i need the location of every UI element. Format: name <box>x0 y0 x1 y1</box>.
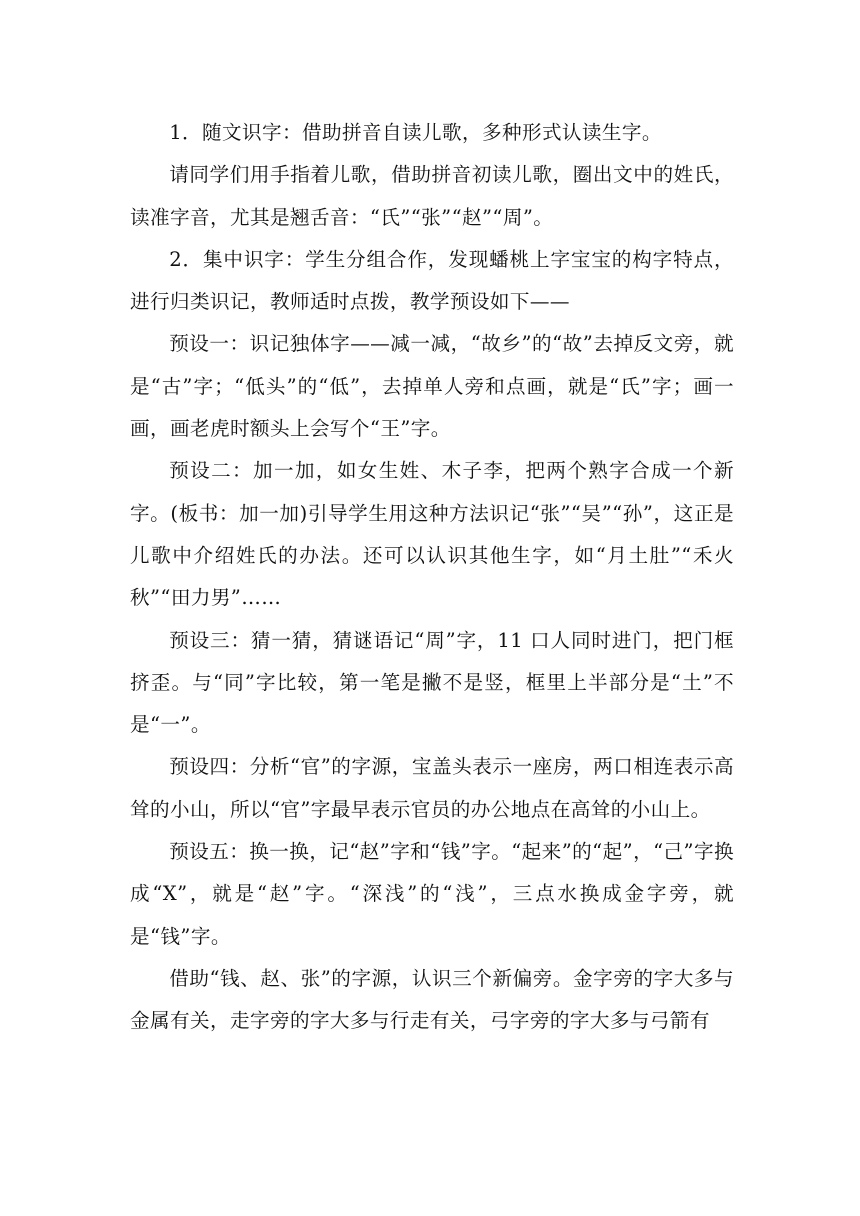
paragraph-preset-two: 预设二：加一加，如女生姓、木子李，把两个熟字合成一个新字。(板书：加一加)引导学生用这种方法识记“张”“吴”“孙”，这正是儿歌中介绍姓氏的办法。还可以认识其他生字，如“月土肚”“禾火秋”“田力男”…… <box>130 459 734 610</box>
paragraph-preset-three: 预设三：猜一猜，猜谜语记“周”字，11 口人同时进门，把门框挤歪。与“同”字比较，第一笔是撇不是竖，框里上半部分是“土”不是“一”。 <box>130 628 734 737</box>
paragraph-reading-instructions: 请同学们用手指着儿歌，借助拼音初读儿歌，圈出文中的姓氏，读准字音，尤其是翘舌音：“氏”“张”“赵”“周”。 <box>130 163 734 229</box>
paragraph-reading-step: 1．随文识字：借助拼音自读儿歌，多种形式认读生字。 <box>169 121 662 144</box>
document-body <box>130 112 734 1043</box>
paragraph-group-step: 2．集中识字：学生分组合作，发现蟠桃上字宝宝的构字特点，进行归类识记，教师适时点拨，教学预设如下—— <box>130 247 734 314</box>
paragraph-preset-four: 预设四：分析“官”的字源，宝盖头表示一座房，两口相连表示高耸的小山，所以“官”字最早表示官员的办公地点在高耸的小山上。 <box>130 755 734 821</box>
paragraph-preset-five: 预设五：换一换，记“赵”字和“钱”字。“起来”的“起”，“己”字换成“X”，就是“赵”字。“深浅”的“浅”，三点水换成金字旁，就是“钱”字。 <box>130 840 734 948</box>
paragraph-preset-one: 预设一：识记独体字——减一减，“故乡”的“故”去掉反文旁，就是“古”字；“低头”的“低”，去掉单人旁和点画，就是“氏”字；画一画，画老虎时额头上会写个“王”字。 <box>130 332 734 441</box>
paragraph-radicals: 借助“钱、赵、张”的字源，认识三个新偏旁。金字旁的字大多与金属有关，走字旁的字大多与行走有关，弓字旁的字大多与弓箭有 <box>130 966 734 1033</box>
